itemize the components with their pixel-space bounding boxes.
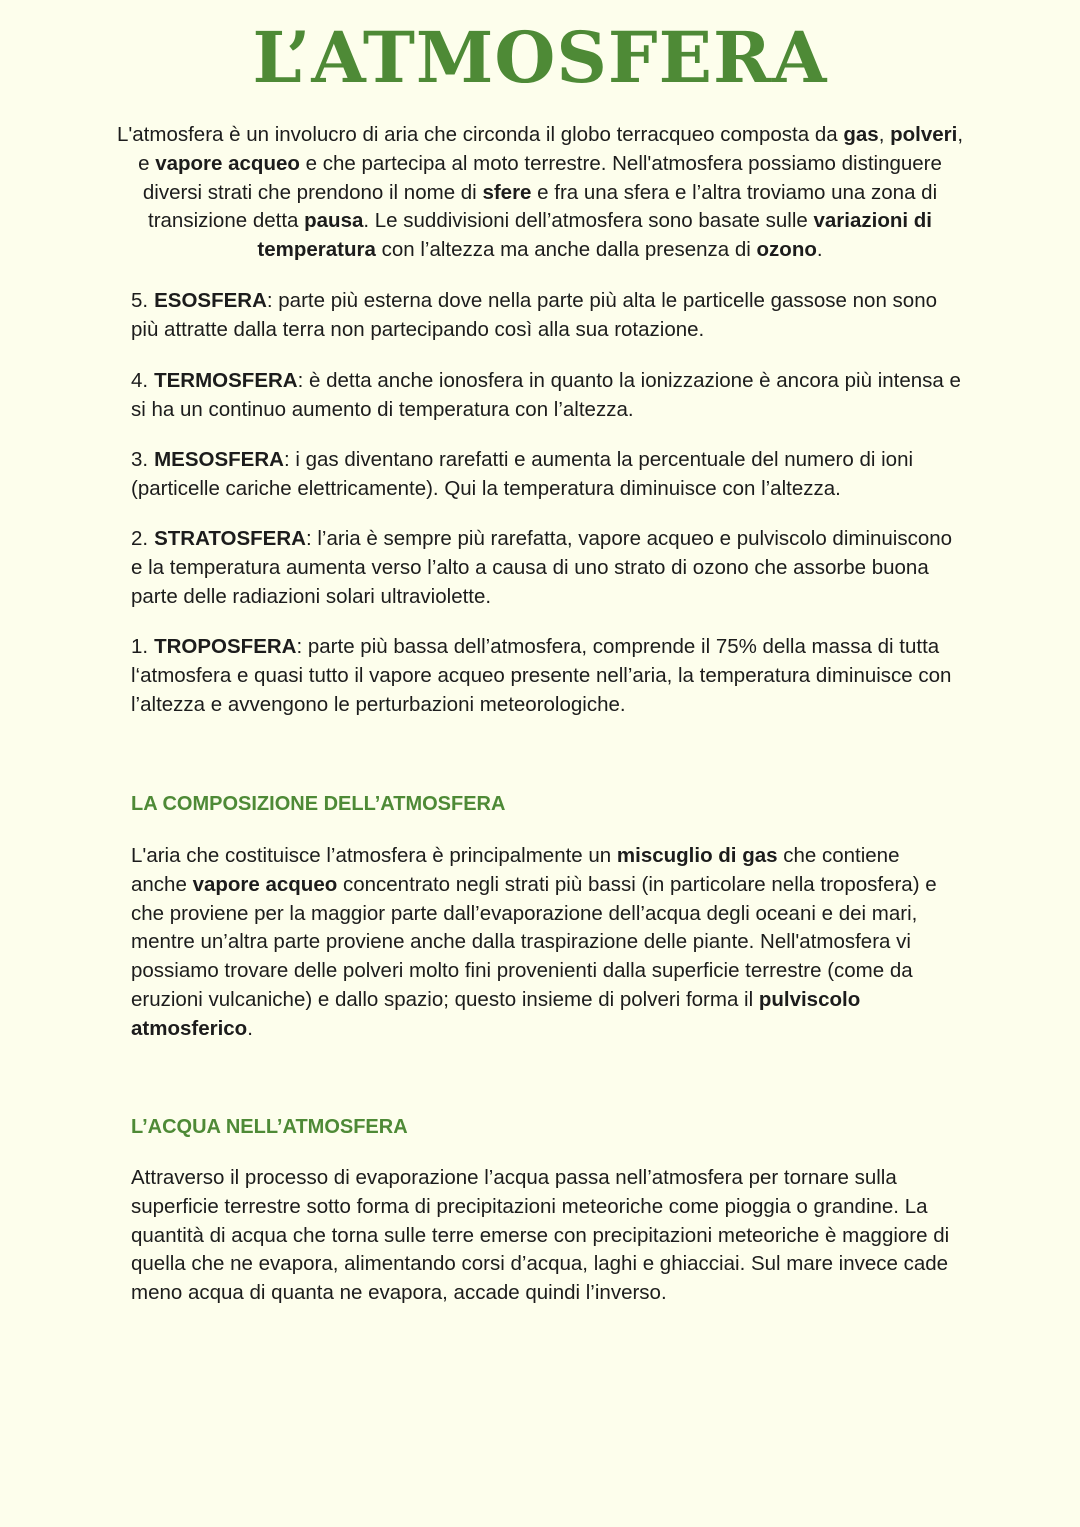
layer-number: 3. <box>131 448 149 471</box>
layer-name: MESOSFERA <box>154 448 284 471</box>
layer-number: 1. <box>131 635 149 658</box>
intro-text: L'atmosfera è un involucro di aria che circonda il globo terracqueo composta da <box>116 123 844 146</box>
composition-text: L'aria che costituisce l’atmosfera è principalmente un <box>131 844 617 867</box>
composition-text: concentrato negli strati più bassi (in particolare nella troposfera) e che proviene per la maggior parte dall’evaporazione dell’acqua degli oceani e dei mari, mentre un’altra parte proviene anche dalla traspirazione delle piante. Nell'atmosfera vi possiamo trovare delle polveri molto fini provenienti dalla superficie terrestre (come da eruzioni vulcaniche) e dallo spazio; questo insieme di polveri forma il <box>131 872 937 1011</box>
layer-name: TERMOSFERA <box>154 369 298 392</box>
intro-bold: sfere <box>482 180 532 204</box>
intro-bold: ozono <box>756 238 817 262</box>
composition-text: che contiene anche <box>131 844 900 896</box>
intro-paragraph <box>112 121 968 265</box>
layer-description: : è detta anche ionosfera in quanto la ionizzazione è ancora più intensa e si ha un continuo aumento di temperatura con l’altezza. <box>131 369 961 421</box>
composition-bold: pulviscolo atmosferico <box>131 987 861 1040</box>
layer-description: : parte più bassa dell’atmosfera, comprende il 75% della massa di tutta l‘atmosfera e quasi tutto il vapore acqueo presente nell’aria, la temperatura diminuisce con l’altezza e avvengono le perturbazioni meteorologiche. <box>131 635 952 716</box>
layer-item-troposfera <box>131 633 961 719</box>
water-paragraph: Attraverso il processo di evaporazione l’acqua passa nell’atmosfera per tornare sulla superficie terrestre sotto forma di precipitazioni meteoriche come pioggia o grandine. La quantità di acqua che torna sulle terre emerse con precipitazioni meteoriche è maggiore di quella che ne evapora, alimentando corsi d’acqua, laghi e ghiacciai. Sul mare invece cade meno acqua di quanta ne evapora, accade quindi l’inverso. <box>131 1166 950 1305</box>
layer-number: 2. <box>131 527 149 550</box>
intro-bold: polveri <box>890 123 958 146</box>
layer-number: 4. <box>131 369 149 392</box>
composition-paragraph <box>131 842 961 1044</box>
layer-number: 5. <box>131 289 149 312</box>
intro-bold: gas <box>843 123 879 146</box>
layer-description: : i gas diventano rarefatti e aumenta la percentuale del numero di ioni (particelle cariche elettricamente). Qui la temperatura diminuisce con l’altezza. <box>131 448 914 500</box>
intro-text: e fra una sfera e l’altra troviamo una zona di transizione detta <box>148 180 938 233</box>
intro-bold: vapore acqueo <box>155 151 300 175</box>
layer-name: ESOSFERA <box>154 289 267 312</box>
layer-item-termosfera <box>131 367 961 425</box>
composition-bold: vapore acqueo <box>192 872 338 896</box>
intro-text: e che partecipa al moto terrestre. Nell'atmosfera possiamo distinguere diversi strati che prendono il nome di <box>142 151 942 204</box>
section-heading-water: L’ACQUA NELL’ATMOSFERA <box>131 1116 408 1138</box>
intro-text: , e <box>138 123 964 175</box>
layer-item-stratosfera <box>131 525 961 611</box>
layer-item-mesosfera <box>131 446 961 504</box>
intro-bold: pausa <box>304 209 364 233</box>
intro-text: , <box>878 123 891 146</box>
section-heading-composition: LA COMPOSIZIONE DELL’ATMOSFERA <box>131 793 506 815</box>
intro-text: con l’altezza ma anche dalla presenza di <box>375 238 757 262</box>
composition-bold: miscuglio di gas <box>616 844 778 867</box>
layer-item-esosfera <box>131 287 961 345</box>
intro-text: . <box>816 238 823 262</box>
intro-text: . Le suddivisioni dell’atmosfera sono basate sulle <box>363 209 814 233</box>
page-title: L’ATMOSFERA <box>252 16 828 99</box>
intro-bold: variazioni di temperatura <box>257 209 932 262</box>
composition-text: . <box>247 1016 253 1040</box>
layer-description: : l’aria è sempre più rarefatta, vapore acqueo e pulviscolo diminuiscono e la temperatura aumenta verso l’alto a causa di uno strato di ozono che assorbe buona parte delle radiazioni solari ultraviolette. <box>131 527 953 608</box>
layer-name: STRATOSFERA <box>154 527 306 550</box>
layer-name: TROPOSFERA <box>154 635 297 658</box>
layer-description: : parte più esterna dove nella parte più alta le particelle gassose non sono più attratte dalla terra non partecipando così alla sua rotazione. <box>131 289 937 341</box>
